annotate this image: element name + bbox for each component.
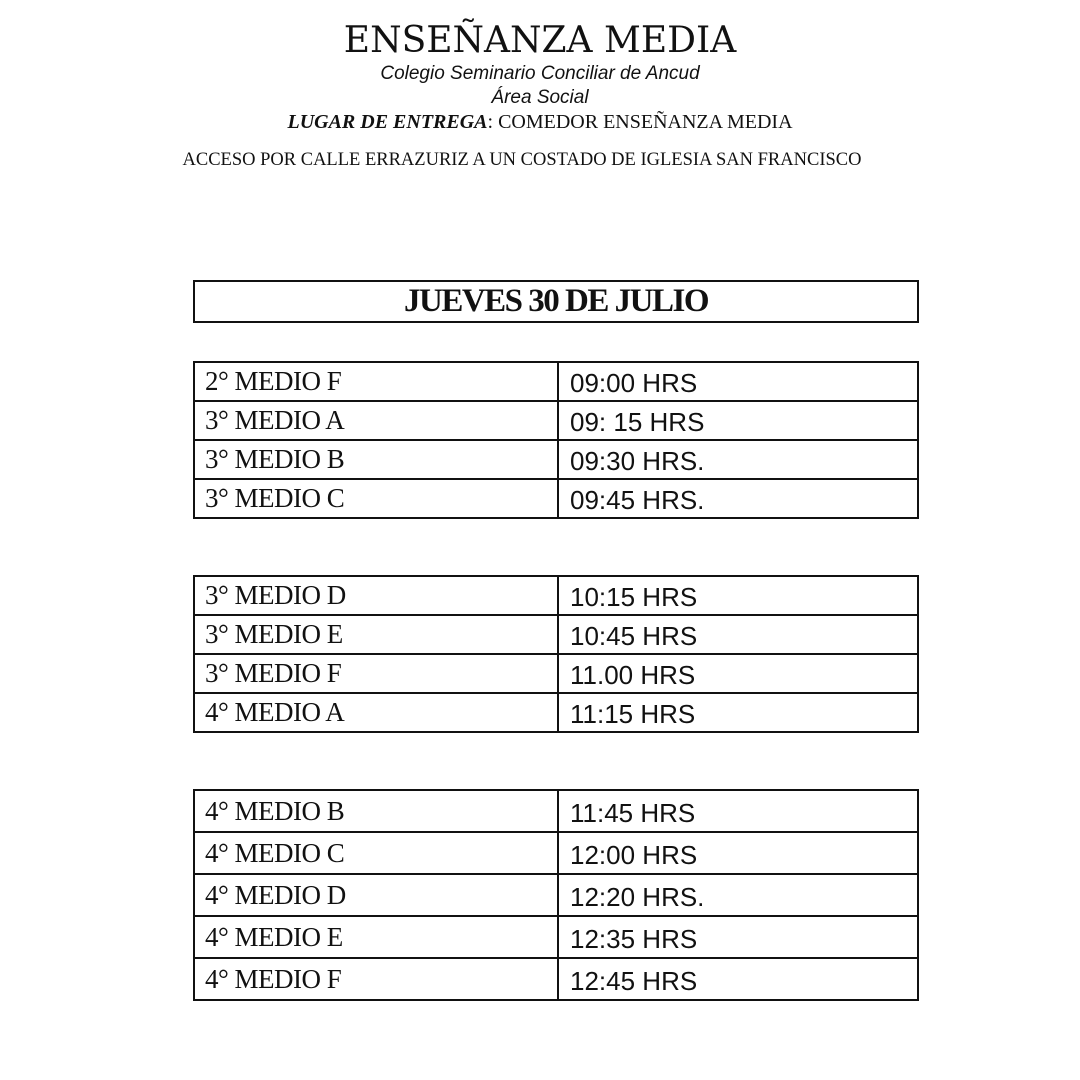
table-row [194, 874, 918, 916]
time-cell: 10:45 HRS [558, 615, 918, 654]
time-cell: 12:45 HRS [558, 958, 918, 1000]
table-row [194, 440, 918, 479]
delivery-place-label: LUGAR DE ENTREGA [287, 111, 488, 133]
grade-cell: 3° MEDIO B [194, 440, 558, 479]
table-row [194, 916, 918, 958]
table-row [194, 576, 918, 615]
time-cell: 09:45 HRS. [558, 479, 918, 518]
grade-cell: 3° MEDIO D [194, 576, 558, 615]
grade-cell: 4° MEDIO D [194, 874, 558, 916]
date-heading: JUEVES 30 DE JULIO [193, 280, 919, 323]
delivery-place-value: : COMEDOR ENSEÑANZA MEDIA [487, 111, 793, 133]
table-row [194, 693, 918, 732]
school-name: Colegio Seminario Conciliar de Ancud [380, 63, 700, 84]
schedule-table-2 [193, 575, 919, 733]
table-row [194, 362, 918, 401]
schedule-table-1 [193, 361, 919, 519]
time-cell: 12:00 HRS [558, 832, 918, 874]
access-note: ACCESO POR CALLE ERRAZURIZ A UN COSTADO DE IGLESIA SAN FRANCISCO [182, 150, 862, 170]
grade-cell: 4° MEDIO B [194, 790, 558, 832]
time-cell: 09:30 HRS. [558, 440, 918, 479]
delivery-place [0, 110, 1080, 134]
grade-cell: 4° MEDIO C [194, 832, 558, 874]
time-cell: 09: 15 HRS [558, 401, 918, 440]
time-cell: 10:15 HRS [558, 576, 918, 615]
time-cell: 09:00 HRS [558, 362, 918, 401]
time-cell: 11.00 HRS [558, 654, 918, 693]
grade-cell: 3° MEDIO F [194, 654, 558, 693]
page-title: ENSEÑANZA MEDIA [343, 20, 737, 61]
grade-cell: 3° MEDIO A [194, 401, 558, 440]
time-cell: 12:35 HRS [558, 916, 918, 958]
grade-cell: 2° MEDIO F [194, 362, 558, 401]
grade-cell: 4° MEDIO F [194, 958, 558, 1000]
table-row [194, 958, 918, 1000]
time-cell: 11:45 HRS [558, 790, 918, 832]
table-row [194, 790, 918, 832]
area-name: Área Social [491, 87, 589, 108]
grade-cell: 3° MEDIO E [194, 615, 558, 654]
grade-cell: 4° MEDIO A [194, 693, 558, 732]
grade-cell: 3° MEDIO C [194, 479, 558, 518]
time-cell: 12:20 HRS. [558, 874, 918, 916]
table-row [194, 615, 918, 654]
table-row [194, 654, 918, 693]
schedule-table-3 [193, 789, 919, 1001]
table-row [194, 832, 918, 874]
time-cell: 11:15 HRS [558, 693, 918, 732]
grade-cell: 4° MEDIO E [194, 916, 558, 958]
table-row [194, 401, 918, 440]
table-row [194, 479, 918, 518]
